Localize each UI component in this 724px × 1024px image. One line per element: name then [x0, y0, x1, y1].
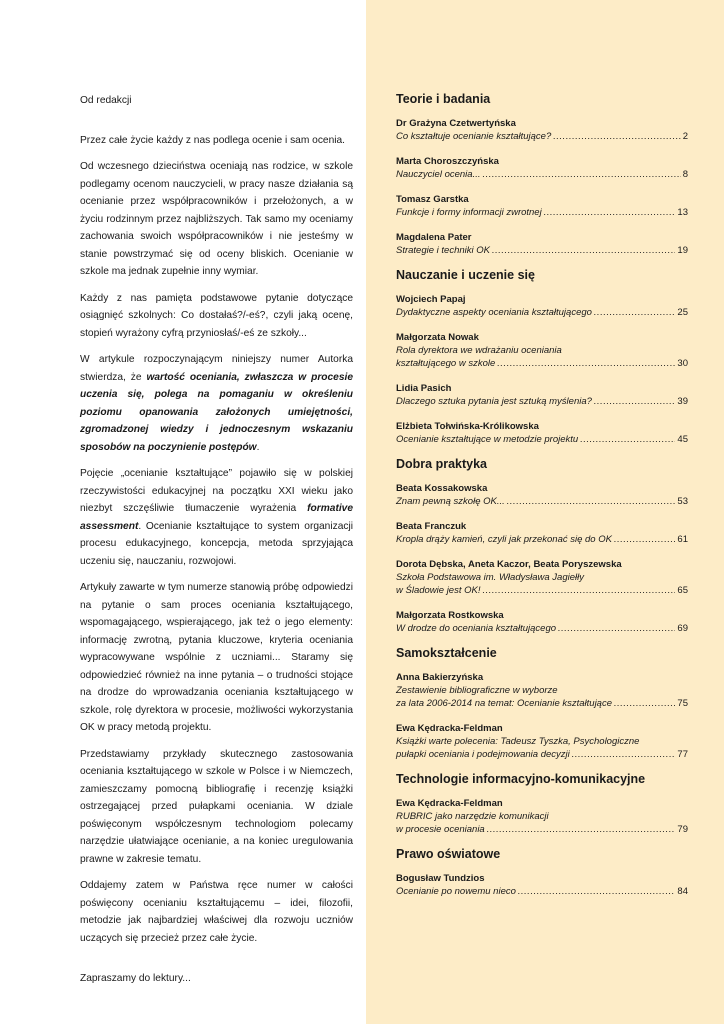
toc-entry[interactable]	[396, 293, 688, 319]
paragraph-text: Artykuły zawarte w tym numerze stanowią próbę odpowiedzi na pytanie o sam proces oceniania kształtującego, wspomagającego, wspierającego, jak też o jego elementy: informację zwrotną, pytania kluczowe, kryteria oceniania wypracowywane wspólnie z uczniami... Staramy się odpowiedzieć również na inne pytania – o trudności stojące na drodze do wprowadzania oceniania kształtującego w szkole, rolę dyrektora w procesie, możliwości wykorzystania OK w pracy metodą projektu.	[80, 582, 353, 733]
toc-page-number: 65	[677, 585, 688, 596]
table-of-contents	[396, 93, 688, 910]
paragraph-text: Oddajemy zatem w Państwa ręce numer w całości poświęcony ocenianiu kształtującemu – idei, filozofii, metodzie jak najbardziej właściwej dla rozwoju uczniów uczących się przecież przez całe życie.	[80, 880, 353, 944]
paragraph-text: Każdy z nas pamięta podstawowe pytanie dotyczące osiągnięć szkolnych: Co dostałaś?/-eś?, czyli jaką ocenę, stopień wyrażony cyfrą przyniosłaś/-eś ze szkoły...	[80, 292, 353, 339]
toc-section	[396, 458, 688, 635]
toc-entry[interactable]	[396, 231, 688, 257]
toc-title-row	[396, 206, 688, 219]
paragraph-text: .	[256, 441, 260, 453]
toc-title: Ocenianie kształtujące w metodzie projektu	[396, 434, 579, 445]
toc-title-row	[396, 168, 688, 181]
toc-author: Beata Kossakowska	[396, 483, 488, 494]
toc-title: Dydaktyczne aspekty oceniania kształtującego	[396, 307, 592, 318]
paragraph-text: Od wczesnego dzieciństwa oceniają nas rodzice, w szkole podlegamy ocenom nauczycieli, w pracy nasze działania są ocenianie przez współpracowników i przełożonych, a w życiu rodzinnym przez najbliższych. Tak samo my oceniamy zachowania swoich współpracowników i nie jesteśmy w stanie powstrzymać się od oceny bliskich. Ocenianie w szkole ma jednak zupełnie inny wymiar.	[80, 161, 353, 277]
toc-title-line: Szkoła Podstawowa im. Władysława Jagiełły	[396, 572, 584, 583]
toc-title-row	[396, 584, 688, 597]
toc-entry[interactable]	[396, 872, 688, 898]
toc-author: Lidia Pasich	[396, 383, 452, 394]
toc-entry[interactable]	[396, 520, 688, 546]
toc-title-row	[396, 395, 688, 408]
toc-entry[interactable]	[396, 482, 688, 508]
toc-title: Strategie i techniki OK	[396, 245, 490, 256]
toc-author: Ewa Kędracka-Feldman	[396, 798, 503, 809]
toc-title-line: Rola dyrektora we wdrażaniu oceniania	[396, 345, 562, 356]
editorial-paragraph	[80, 290, 353, 343]
toc-page-number: 53	[677, 496, 688, 507]
toc-title-row	[396, 130, 688, 143]
toc-page-number: 8	[682, 169, 688, 180]
toc-entry[interactable]	[396, 558, 688, 597]
paragraph-text: Pojęcie „ocenianie kształtujące” pojawiło się w polskiej rzeczywistości edukacyjnej na początku XXI wieku jako niezbyt szczęśliwie tłumaczenie wyrażenia	[80, 468, 353, 514]
toc-section	[396, 647, 688, 761]
toc-leader-dots	[492, 244, 675, 257]
toc-entry[interactable]	[396, 382, 688, 408]
emphasis-text: formative assessment	[80, 503, 353, 532]
editorial-paragraph	[80, 158, 353, 281]
editorial-paragraph	[80, 877, 353, 947]
toc-entry[interactable]	[396, 609, 688, 635]
toc-entry[interactable]	[396, 331, 688, 370]
toc-title-row	[396, 697, 688, 710]
toc-leader-dots	[497, 357, 675, 370]
toc-section	[396, 93, 688, 257]
toc-title: Co kształtuje ocenianie kształtujące?	[396, 131, 552, 142]
toc-entry[interactable]	[396, 117, 688, 143]
toc-title: Ocenianie po nowemu nieco	[396, 886, 516, 897]
toc-leader-dots	[518, 885, 676, 898]
toc-section-title: Dobra praktyka	[396, 457, 488, 471]
toc-leader-dots	[482, 168, 680, 181]
toc-leader-dots	[614, 533, 675, 546]
toc-section	[396, 269, 688, 446]
editorial-paragraph	[80, 351, 353, 456]
toc-leader-dots	[544, 206, 676, 219]
toc-author: Wojciech Papaj	[396, 294, 466, 305]
toc-section-title: Technologie informacyjno-komunikacyjne	[396, 772, 646, 786]
paragraph-text: W artykule rozpoczynającym niniejszy numer Autorka stwierdza, że	[80, 354, 353, 383]
toc-title: W drodze do oceniania kształtującego	[396, 623, 557, 634]
toc-title-row	[396, 823, 688, 836]
toc-page-number: 25	[677, 307, 688, 318]
toc-title-row	[396, 495, 688, 508]
toc-leader-dots	[487, 823, 676, 836]
toc-section	[396, 848, 688, 898]
toc-title: za lata 2006-2014 na temat: Ocenianie kształtujące	[396, 698, 612, 709]
toc-title-row	[396, 306, 688, 319]
toc-author: Marta Choroszczyńska	[396, 156, 499, 167]
toc-author: Małgorzata Rostkowska	[396, 610, 504, 621]
toc-title-row	[396, 748, 688, 761]
toc-entry[interactable]	[396, 155, 688, 181]
toc-entry[interactable]	[396, 797, 688, 836]
editorial-paragraph	[80, 132, 353, 150]
toc-title-row	[396, 533, 688, 546]
toc-page-number: 61	[677, 534, 688, 545]
paragraph-text: Przedstawiamy przykłady skutecznego zastosowania oceniania kształtującego w szkole w Polsce i w Niemczech, zamieszczamy pomocną bibliografię i recenzję książki ostrzegającej przed pułapkami oceniania. W dziale poświęconym współczesnym technologiom polecamy narzędzie ułatwiające ocenianie, a na koniec uregulowania prawne w zakresie tematu.	[80, 748, 353, 865]
toc-section-title: Samokształcenie	[396, 646, 497, 660]
toc-leader-dots	[482, 584, 675, 597]
toc-title: Znam pewną szkołę OK...	[396, 496, 505, 507]
toc-author: Dorota Dębska, Aneta Kaczor, Beata Poryszewska	[396, 559, 622, 570]
editorial-closing: Zapraszamy do lektury...	[80, 973, 191, 984]
toc-page-number: 69	[677, 623, 688, 634]
editorial-paragraph	[80, 465, 353, 570]
toc-title: pułapki oceniania i podejmowania decyzji	[396, 749, 570, 760]
toc-author: Beata Franczuk	[396, 521, 467, 532]
toc-page-number: 13	[677, 207, 688, 218]
toc-leader-dots	[572, 748, 676, 761]
toc-author: Małgorzata Nowak	[396, 332, 479, 343]
toc-leader-dots	[553, 130, 680, 143]
toc-page-number: 39	[677, 396, 688, 407]
toc-leader-dots	[614, 697, 675, 710]
toc-page-number: 2	[682, 131, 688, 142]
table-of-contents-panel	[366, 0, 724, 1024]
toc-page-number: 75	[677, 698, 688, 709]
editorial-column	[80, 92, 353, 997]
toc-page-number: 77	[677, 749, 688, 760]
toc-author: Elżbieta Tołwińska-Królikowska	[396, 421, 539, 432]
toc-page-number: 19	[677, 245, 688, 256]
toc-author: Tomasz Garstka	[396, 194, 469, 205]
toc-section	[396, 773, 688, 836]
editorial-heading: Od redakcji	[80, 95, 132, 106]
editorial-paragraph	[80, 746, 353, 869]
toc-title: Funkcje i formy informacji zwrotnej	[396, 207, 542, 218]
toc-author: Dr Grażyna Czetwertyńska	[396, 118, 516, 129]
toc-title: w procesie oceniania	[396, 824, 485, 835]
toc-author: Bogusław Tundzios	[396, 873, 485, 884]
toc-title: w Śladowie jest OK!	[396, 585, 481, 596]
toc-leader-dots	[558, 622, 675, 635]
toc-author: Ewa Kędracka-Feldman	[396, 723, 503, 734]
toc-title-row	[396, 357, 688, 370]
toc-title-line: Książki warte polecenia: Tadeusz Tyszka, Psychologiczne	[396, 736, 640, 747]
toc-title: Dlaczego sztuka pytania jest sztuką myślenia?	[396, 396, 592, 407]
toc-title-row	[396, 244, 688, 257]
toc-author: Magdalena Pater	[396, 232, 472, 243]
toc-title: Nauczyciel ocenia...	[396, 169, 481, 180]
emphasis-text: wartość oceniania, zwłaszcza w procesie uczenia się, polega na pomaganiu w określeniu poziomu opanowania założonych umiejętności, zgromadzonej wiedzy i jednoczesnym wskazaniu sposobów na poczynienie postępów	[80, 371, 353, 453]
toc-leader-dots	[594, 395, 676, 408]
toc-section-title: Nauczanie i uczenie się	[396, 268, 535, 282]
toc-title-row	[396, 622, 688, 635]
toc-title-row	[396, 433, 688, 446]
toc-leader-dots	[594, 306, 676, 319]
toc-title: Kropla drąży kamień, czyli jak przekonać się do OK	[396, 534, 612, 545]
toc-entry[interactable]	[396, 420, 688, 446]
toc-leader-dots	[507, 495, 676, 508]
toc-page-number: 84	[677, 886, 688, 897]
paragraph-text: . Ocenianie kształtujące to system organizacji procesu edukacyjnego, koncepcja, metoda sprzyjająca uczeniu się, nauczaniu, rozwojowi.	[80, 520, 353, 567]
editorial-paragraph	[80, 579, 353, 737]
toc-page-number: 79	[677, 824, 688, 835]
toc-title-row	[396, 885, 688, 898]
toc-entry[interactable]	[396, 671, 688, 710]
toc-page-number: 30	[677, 358, 688, 369]
toc-entry[interactable]	[396, 193, 688, 219]
paragraph-text: Przez całe życie każdy z nas podlega ocenie i sam ocenia.	[80, 134, 346, 146]
toc-title: kształtującego w szkole	[396, 358, 496, 369]
toc-page-number: 45	[677, 434, 688, 445]
editorial-body	[80, 132, 353, 948]
toc-section-title: Teorie i badania	[396, 92, 491, 106]
toc-entry[interactable]	[396, 722, 688, 761]
toc-title-line: RUBRIC jako narzędzie komunikacji	[396, 811, 549, 822]
toc-title-line: Zestawienie bibliograficzne w wyborze	[396, 685, 558, 696]
toc-section-title: Prawo oświatowe	[396, 847, 501, 861]
toc-leader-dots	[580, 433, 675, 446]
toc-author: Anna Bakierzyńska	[396, 672, 484, 683]
